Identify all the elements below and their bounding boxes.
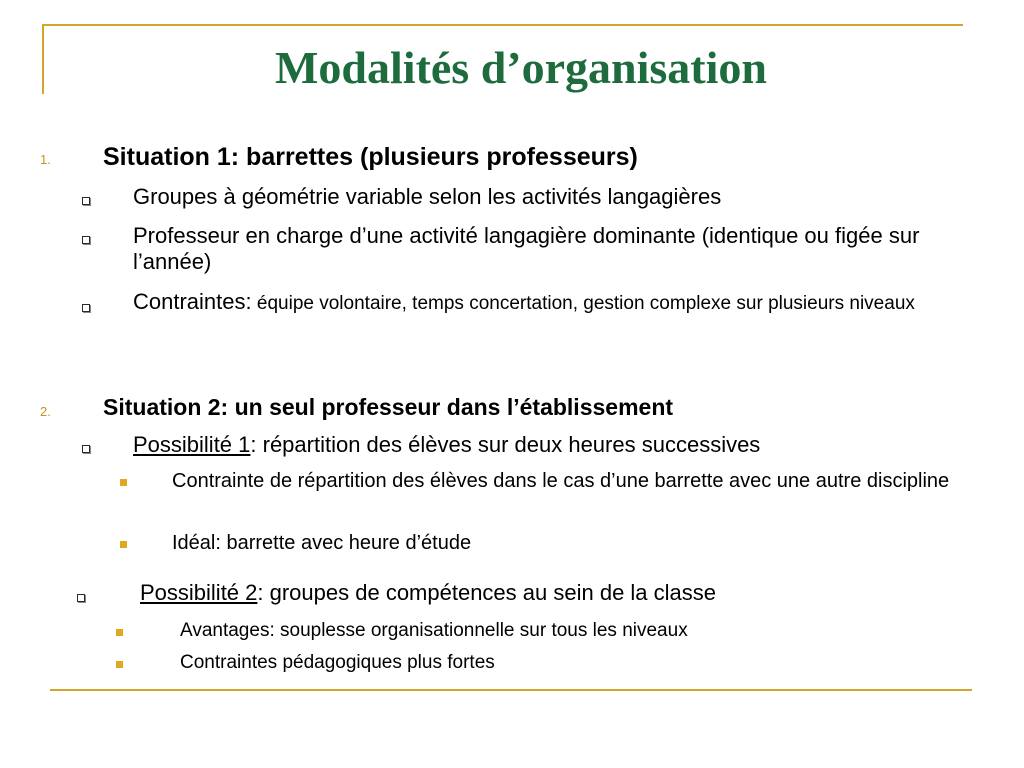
section-2-heading: Situation 2: un seul professeur dans l’établissement: [103, 394, 674, 420]
hollow-square-bullet-icon: [82, 197, 90, 205]
hollow-square-bullet-icon: [82, 445, 90, 453]
possibility-1-subitem-1: Contrainte de répartition des élèves dans le cas d’une barrette avec une autre discipline: [172, 470, 950, 492]
constraints-label: Contraintes:: [133, 289, 252, 314]
filled-square-bullet-icon: [120, 541, 127, 548]
filled-square-bullet-icon: [120, 479, 127, 486]
possibility-1-subitem-2: Idéal: barrette avec heure d’étude: [172, 532, 472, 554]
possibility-1-item: [133, 432, 760, 458]
filled-square-bullet-icon: [116, 629, 123, 636]
possibility-2-subitem-2: Contraintes pédagogiques plus fortes: [180, 652, 495, 673]
section-2-number: 2.: [40, 404, 51, 419]
possibility-2-text: : groupes de compétences au sein de la classe: [257, 580, 717, 605]
top-accent-line: [42, 24, 963, 26]
section-1-heading: Situation 1: barrettes (plusieurs professeurs): [103, 143, 638, 171]
bottom-accent-line: [50, 689, 972, 691]
possibility-2-label: Possibilité 2: [140, 580, 258, 605]
section-1-item-3: [133, 289, 993, 318]
filled-square-bullet-icon: [116, 661, 123, 668]
possibility-2-subitem-1: Avantages: souplesse organisationnelle sur tous les niveaux: [180, 620, 688, 641]
possibility-1-text: : répartition des élèves sur deux heures successives: [250, 432, 761, 457]
hollow-square-bullet-icon: [77, 594, 85, 602]
constraints-text: équipe volontaire, temps concertation, gestion complexe sur plusieurs niveaux: [251, 293, 915, 314]
hollow-square-bullet-icon: [82, 304, 90, 312]
section-1-item-1: Groupes à géométrie variable selon les activités langagières: [133, 184, 722, 209]
slide-title: Modalités d’organisation: [275, 42, 767, 93]
possibility-2-item: [140, 580, 716, 606]
section-1-item-2: Professeur en charge d’une activité langagière dominante (identique ou figée sur l’année): [133, 223, 920, 274]
possibility-1-label: Possibilité 1: [133, 432, 251, 457]
section-1-number: 1.: [40, 152, 51, 167]
hollow-square-bullet-icon: [82, 236, 90, 244]
